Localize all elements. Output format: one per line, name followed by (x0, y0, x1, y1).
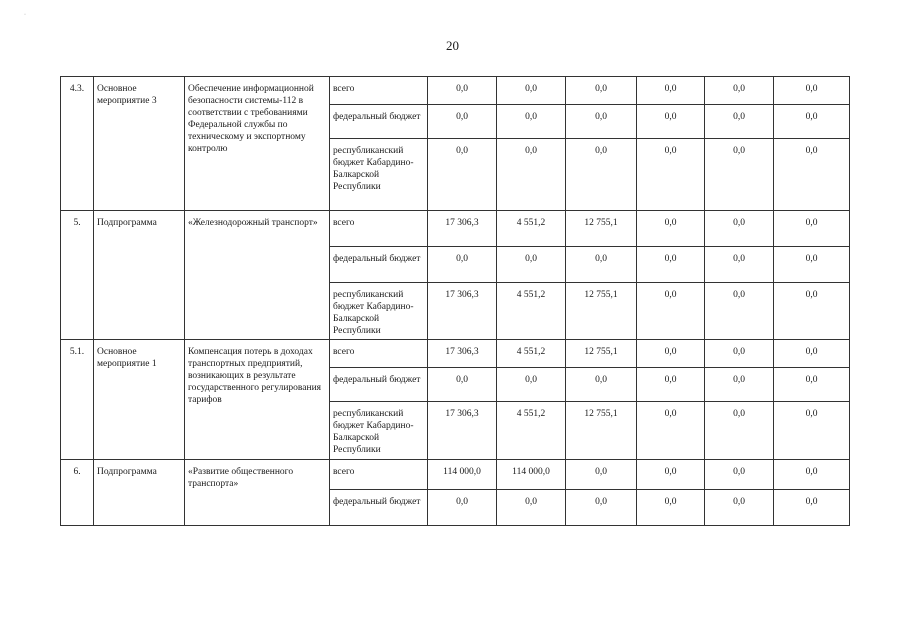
amount-cell: 0,0 (774, 340, 850, 368)
amount-cell: 0,0 (705, 368, 774, 402)
amount-cell: 0,0 (705, 283, 774, 340)
amount-cell: 0,0 (428, 490, 497, 526)
funding-source: федеральный бюджет (330, 368, 428, 402)
table-row (61, 77, 850, 105)
amount-cell: 0,0 (705, 77, 774, 105)
amount-cell: 0,0 (705, 460, 774, 490)
item-type: Подпрограмма (94, 211, 185, 340)
funding-source: федеральный бюджет (330, 247, 428, 283)
item-number: 5. (61, 211, 94, 340)
amount-cell: 0,0 (566, 490, 637, 526)
amount-cell: 0,0 (774, 460, 850, 490)
amount-cell: 0,0 (566, 247, 637, 283)
amount-cell: 0,0 (566, 368, 637, 402)
amount-cell: 0,0 (637, 340, 705, 368)
amount-cell: 4 551,2 (497, 340, 566, 368)
amount-cell: 0,0 (497, 368, 566, 402)
amount-cell: 0,0 (566, 77, 637, 105)
amount-cell: 0,0 (774, 368, 850, 402)
amount-cell: 4 551,2 (497, 283, 566, 340)
amount-cell: 0,0 (774, 211, 850, 247)
amount-cell: 4 551,2 (497, 211, 566, 247)
amount-cell: 0,0 (497, 490, 566, 526)
amount-cell: 12 755,1 (566, 402, 637, 460)
item-title: «Железнодорожный транспорт» (185, 211, 330, 340)
funding-source: всего (330, 460, 428, 490)
amount-cell: 0,0 (566, 105, 637, 139)
amount-cell: 0,0 (774, 105, 850, 139)
page-number: 20 (446, 38, 459, 53)
amount-cell: 4 551,2 (497, 402, 566, 460)
amount-cell: 0,0 (428, 247, 497, 283)
amount-cell: 0,0 (637, 490, 705, 526)
amount-cell: 0,0 (428, 105, 497, 139)
funding-source: республиканский бюджет Кабардино-Балкарской Республики (330, 402, 428, 460)
funding-source: всего (330, 340, 428, 368)
amount-cell: 0,0 (428, 77, 497, 105)
amount-cell: 0,0 (705, 490, 774, 526)
budget-table (60, 76, 850, 526)
item-title: Обеспечение информационной безопасности системы-112 в соответствии с требованиями Федеральной службы по техническому и экспортному контролю (185, 77, 330, 211)
amount-cell: 0,0 (774, 402, 850, 460)
amount-cell: 17 306,3 (428, 340, 497, 368)
amount-cell: 0,0 (637, 460, 705, 490)
funding-source: всего (330, 211, 428, 247)
amount-cell: 17 306,3 (428, 283, 497, 340)
funding-source: республиканский бюджет Кабардино-Балкарской Республики (330, 139, 428, 211)
amount-cell: 0,0 (566, 139, 637, 211)
amount-cell: 0,0 (705, 247, 774, 283)
table-row (61, 460, 850, 490)
amount-cell: 0,0 (497, 139, 566, 211)
amount-cell: 0,0 (705, 105, 774, 139)
funding-source: всего (330, 77, 428, 105)
amount-cell: 12 755,1 (566, 211, 637, 247)
funding-source: федеральный бюджет (330, 105, 428, 139)
item-number: 5.1. (61, 340, 94, 460)
amount-cell: 0,0 (428, 368, 497, 402)
amount-cell: 0,0 (705, 211, 774, 247)
amount-cell: 0,0 (774, 247, 850, 283)
table-row (61, 340, 850, 368)
amount-cell: 17 306,3 (428, 211, 497, 247)
amount-cell: 12 755,1 (566, 340, 637, 368)
amount-cell: 0,0 (774, 283, 850, 340)
amount-cell: 0,0 (497, 77, 566, 105)
table-row (61, 211, 850, 247)
amount-cell: 0,0 (705, 139, 774, 211)
amount-cell: 114 000,0 (497, 460, 566, 490)
item-title: «Развитие общественного транспорта» (185, 460, 330, 526)
item-type: Подпрограмма (94, 460, 185, 526)
amount-cell: 12 755,1 (566, 283, 637, 340)
amount-cell: 0,0 (637, 139, 705, 211)
amount-cell: 0,0 (497, 247, 566, 283)
item-number: 4.3. (61, 77, 94, 211)
amount-cell: 17 306,3 (428, 402, 497, 460)
item-title: Компенсация потерь в доходах транспортных предприятий, возникающих в результате государственного регулирования тарифов (185, 340, 330, 460)
item-number: 6. (61, 460, 94, 526)
amount-cell: 0,0 (705, 340, 774, 368)
amount-cell: 0,0 (637, 402, 705, 460)
item-type: Основное мероприятие 1 (94, 340, 185, 460)
funding-source: федеральный бюджет (330, 490, 428, 526)
scan-artifact: · (24, 12, 26, 18)
amount-cell: 0,0 (705, 402, 774, 460)
amount-cell: 0,0 (637, 368, 705, 402)
item-type: Основное мероприятие 3 (94, 77, 185, 211)
amount-cell: 0,0 (774, 77, 850, 105)
funding-source: республиканский бюджет Кабардино-Балкарской Республики (330, 283, 428, 340)
amount-cell: 0,0 (637, 283, 705, 340)
amount-cell: 0,0 (637, 77, 705, 105)
amount-cell: 0,0 (774, 490, 850, 526)
amount-cell: 0,0 (637, 247, 705, 283)
amount-cell: 0,0 (497, 105, 566, 139)
amount-cell: 114 000,0 (428, 460, 497, 490)
amount-cell: 0,0 (566, 460, 637, 490)
amount-cell: 0,0 (774, 139, 850, 211)
amount-cell: 0,0 (637, 211, 705, 247)
amount-cell: 0,0 (637, 105, 705, 139)
amount-cell: 0,0 (428, 139, 497, 211)
